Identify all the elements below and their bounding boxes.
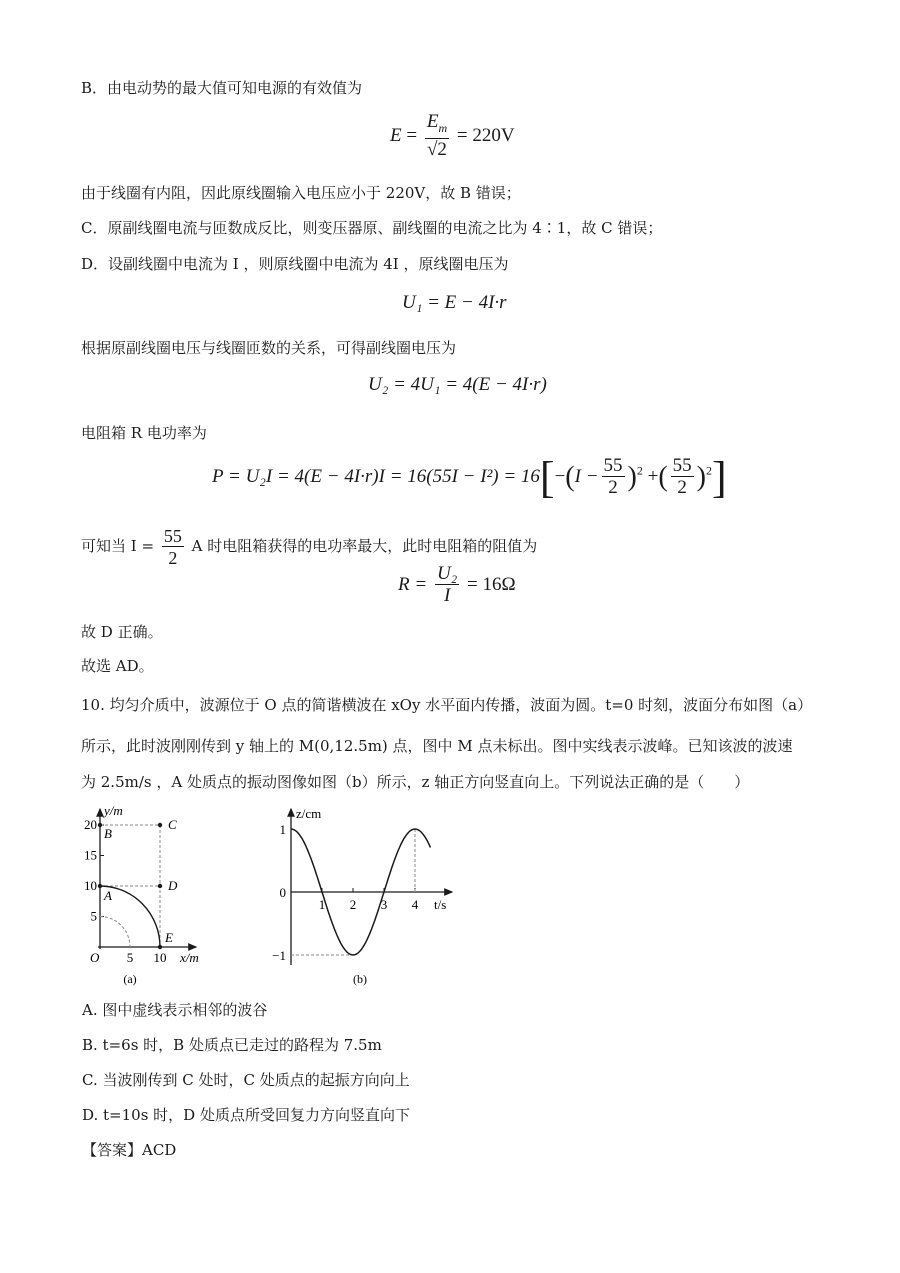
origin-label: O bbox=[90, 950, 100, 965]
t-tick-label: 3 bbox=[380, 897, 388, 912]
x-tick-label: 5 bbox=[126, 950, 134, 965]
power-intro: 电阻箱 R 电功率为 bbox=[81, 424, 207, 442]
max-power-text bbox=[81, 522, 537, 570]
eq-p-exp2: 2 bbox=[705, 463, 712, 478]
y-axis-label: y/m bbox=[104, 803, 123, 818]
figure-caption-b: (b) bbox=[353, 972, 367, 986]
question-line-1: 10. 均匀介质中，波源位于 O 点的简谐横波在 xOy 水平面内传播，波面为圆。t=0 时刻，波面分布如图（a） bbox=[81, 696, 813, 714]
equation-u1: U₁ = E − 4I·r bbox=[402, 292, 507, 313]
eq-p-var: I − bbox=[574, 465, 599, 487]
eq-p-frac2 bbox=[671, 456, 694, 499]
eq-e-den: √2 bbox=[427, 138, 447, 160]
eq-e-fraction bbox=[425, 112, 449, 161]
eq-p-frac2-den: 2 bbox=[677, 477, 687, 498]
t-tick-label: 4 bbox=[411, 897, 419, 912]
t-tick-label: 1 bbox=[318, 897, 326, 912]
eq-p-exp1: 2 bbox=[636, 463, 643, 478]
point-B bbox=[98, 823, 102, 827]
eq-r-num: U₂ bbox=[436, 563, 458, 584]
option-c: C. 当波刚传到 C 处时，C 处质点的起振方向向上 bbox=[82, 1071, 410, 1089]
x-tick-label: 10 bbox=[153, 950, 167, 965]
eq-e-num bbox=[425, 112, 449, 139]
figure-b-vibration-graph bbox=[260, 795, 460, 995]
max-frac-den: 2 bbox=[168, 547, 178, 568]
relation-text: 根据原副线圈电压与线圈匝数的关系，可得副线圈电压为 bbox=[81, 339, 457, 357]
z-tick-label: 1 bbox=[279, 822, 286, 837]
option-b: B. t=6s 时，B 处质点已走过的路程为 7.5m bbox=[82, 1036, 382, 1054]
bracket-open: [ bbox=[539, 453, 555, 502]
eq-r-rhs: = 16Ω bbox=[467, 573, 516, 595]
eq-r-den: I bbox=[443, 585, 451, 606]
eq-p-frac2-num: 55 bbox=[672, 455, 692, 476]
y-tick-label: 10 bbox=[84, 878, 97, 893]
eq-p-frac1 bbox=[602, 456, 625, 499]
point-label-C: C bbox=[168, 817, 177, 832]
equation-power bbox=[212, 452, 727, 503]
point-E bbox=[158, 945, 162, 949]
point-label-A: A bbox=[104, 888, 112, 903]
point-A bbox=[98, 884, 102, 888]
eq-p-frac1-num: 55 bbox=[603, 455, 623, 476]
final-choice: 故选 AD。 bbox=[81, 657, 154, 675]
t-tick-label: 2 bbox=[349, 897, 357, 912]
paren-close: ) bbox=[627, 461, 637, 493]
paren-close-2: ) bbox=[696, 461, 706, 493]
max-text-post: A 时电阻箱获得的电功率最大，此时电阻箱的阻值为 bbox=[191, 537, 538, 555]
point-label-E: E bbox=[165, 930, 173, 945]
paren-open: ( bbox=[565, 461, 575, 493]
eq-e-num-sub: m bbox=[438, 120, 448, 135]
point-C bbox=[158, 823, 162, 827]
option-d-intro: D．设副线圈中电流为 I ，则原线圈中电流为 4I ，原线圈电压为 bbox=[81, 255, 509, 273]
t-axis-label: t/s bbox=[434, 897, 447, 912]
point-label-D: D bbox=[168, 878, 178, 893]
figure-a-wavefront-diagram bbox=[70, 795, 220, 995]
option-d-conclusion: 故 D 正确。 bbox=[81, 623, 163, 641]
option-b-conclusion: 由于线圈有内阻，因此原线圈输入电压应小于 220V，故 B 错误； bbox=[81, 184, 521, 202]
point-label-B: B bbox=[104, 826, 112, 841]
max-frac-num: 55 bbox=[163, 525, 182, 546]
equation-r bbox=[398, 564, 516, 607]
answer: 【答案】ACD bbox=[82, 1141, 177, 1159]
option-c-text: C．原副线圈电流与匝数成反比，则变压器原、副线圈的电流之比为 4∶1，故 C 错误； bbox=[81, 219, 663, 237]
paren-open-2: ( bbox=[658, 461, 668, 493]
y-tick-label: 20 bbox=[84, 817, 97, 832]
eq-e-lhs: E bbox=[390, 124, 402, 146]
x-axis-label: x/m bbox=[180, 950, 199, 965]
eq-p-left: P = U₂I = 4(E − 4I·r)I = 16(55I − I²) = 16 bbox=[212, 465, 540, 487]
equation-u2: U₂ = 4U₁ = 4(E − 4I·r) bbox=[368, 374, 547, 395]
z-tick-label: 0 bbox=[279, 885, 286, 900]
max-frac bbox=[162, 526, 184, 569]
question-line-2: 所示，此时波刚刚传到 y 轴上的 M(0,12.5m) 点，图中 M 点未标出。图中实线表示波峰。已知该波的波速 bbox=[81, 737, 793, 755]
option-b-intro: B．由电动势的最大值可知电源的有效值为 bbox=[81, 79, 363, 97]
equation-e: E = $\frac{E_m}{√2}$ = 220V bbox=[390, 111, 515, 160]
eq-p-sign1: − bbox=[554, 465, 566, 487]
eq-p-frac1-den: 2 bbox=[608, 477, 618, 498]
bracket-close: ] bbox=[711, 453, 727, 502]
eq-e-num-main: E bbox=[426, 111, 439, 132]
eq-r-frac bbox=[435, 564, 459, 607]
y-tick-label: 15 bbox=[84, 847, 97, 863]
z-axis-label: z/cm bbox=[296, 806, 322, 821]
wavefront-arc-dashed bbox=[100, 917, 130, 948]
figure-caption-a: (a) bbox=[123, 972, 137, 986]
eq-r-lhs: R = bbox=[398, 573, 428, 595]
y-tick-label: 5 bbox=[90, 908, 97, 924]
option-a: A. 图中虚线表示相邻的波谷 bbox=[82, 1001, 268, 1019]
max-text-pre: 可知当 I = bbox=[81, 537, 155, 555]
point-D bbox=[158, 884, 162, 888]
eq-p-sign2: + bbox=[647, 465, 659, 487]
z-tick-label: −1 bbox=[272, 948, 286, 963]
option-d: D. t=10s 时，D 处质点所受回复力方向竖直向下 bbox=[82, 1106, 410, 1124]
eq-e-rhs: = 220V bbox=[456, 124, 515, 146]
question-line-3: 为 2.5m/s ，A 处质点的振动图像如图（b）所示，z 轴正方向竖直向上。下列说法正确的是（ ） bbox=[81, 773, 750, 791]
